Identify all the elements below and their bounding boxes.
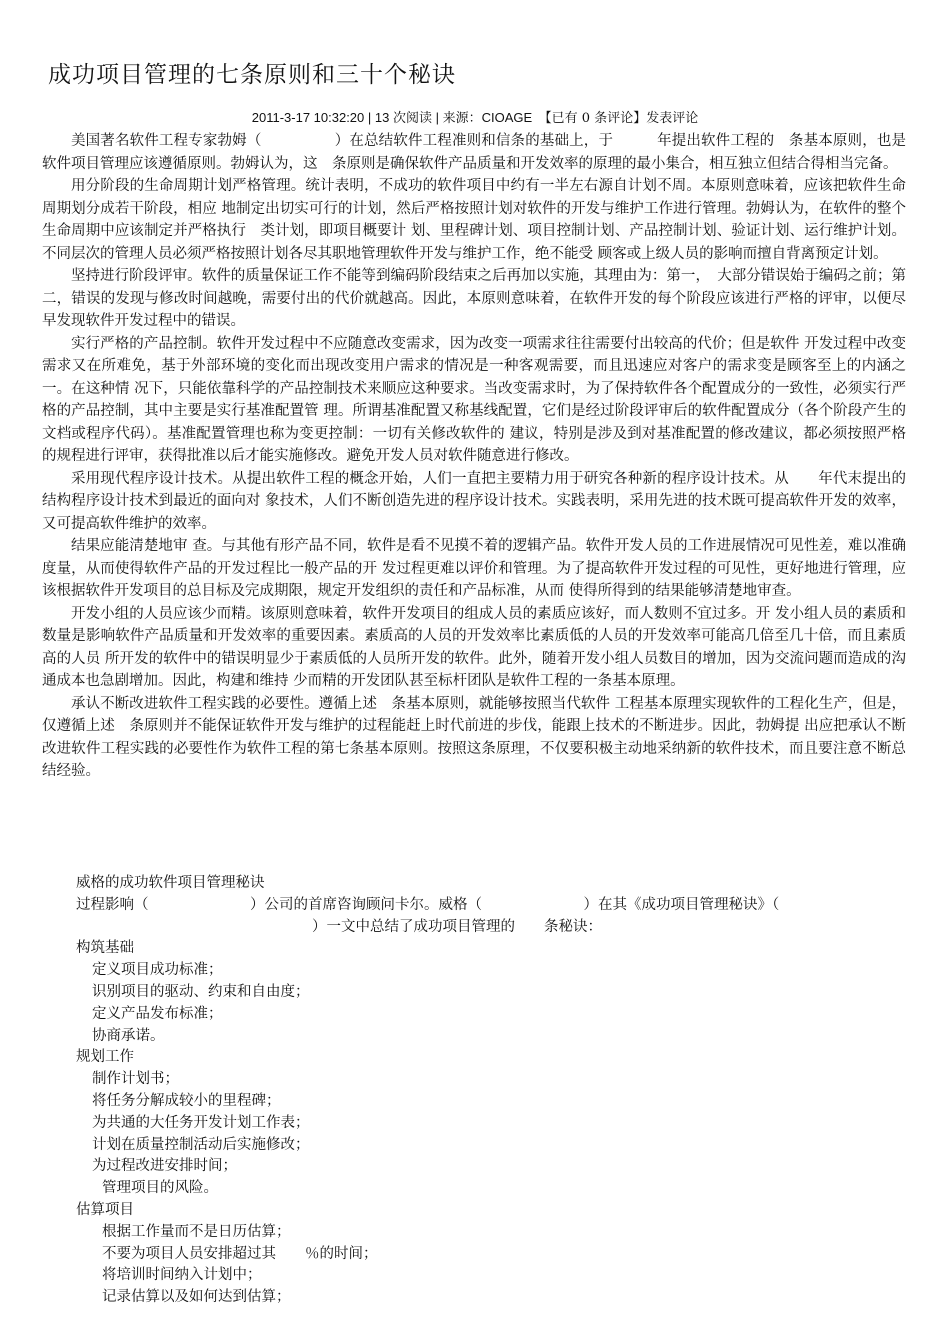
list-item: 不要为项目人员安排超过其 ％的时间； <box>102 1245 378 1262</box>
paragraph: 采用现代程序设计技术。从提出软件工程的概念开始，人们一直把主要精力用于研究各种新的程序设计技术。从 年代末提出的结构程序设计技术到最近的面向对 象技术，人们不断创造先进的程序设计技术。实践表明，采用先进的技术既可提高软件开发的效率，又可提高软件维护的效率。 <box>42 470 906 532</box>
list-item: 管理项目的风险。 <box>102 1180 218 1197</box>
intro-line: 过程影响（ ）公司的首席咨询顾问卡尔。威格（ ）在其《成功项目管理秘诀》（ <box>76 896 780 913</box>
section-heading: 威格的成功软件项目管理秘诀 <box>76 875 265 891</box>
intro-line: ）一文中总结了成功项目管理的 条秘诀： <box>312 918 602 935</box>
paragraph: 美国著名软件工程专家勃姆（ ）在总结软件工程准则和信条的基础上，于 年提出软件工程的 条基本原则，也是软件项目管理应该遵循原则。勃姆认为，这 条原则是确保软件产品质量和开发效率的原理的最小集合，相互独立但结合得相当完备。 <box>42 133 906 172</box>
paragraph: 结果应能清楚地审 查。与其他有形产品不同，软件是看不见摸不着的逻辑产品。软件开发人员的工作进展情况可见性差，难以准确度量，从而使得软件产品的开发过程比一般产品的开 发过程更难以评价和管理。为了提高软件开发过程的可见性，更好地进行管理，应该根据软件开发项目的总目标及完成期限，规定开发组织的责任和产品标准，从而 使得所得到的结果能够清楚地审查。 <box>42 538 906 599</box>
meta-separator: | <box>364 110 375 125</box>
paragraph: 开发小组的人员应该少而精。该原则意味着，软件开发项目的组成人员的素质应该好，而人数则不宜过多。开 发小组人员的素质和数量是影响软件产品质量和开发效率的重要因素。素质高的人员的开发效率比素质低的人员的开发效率可能高几倍至几十倍，而且素质高的人员 所开发的软件中的错误明显少于素质低的人员所开发的软件。此外，随着开发小组人员数目的增加，因为交流问题而造成的沟通成本也急剧增加。因此，构建和维持 少而精的开发团队甚至标杆团队是软件工程的一条基本原理。 <box>42 605 906 689</box>
list-item: 根据工作量而不是日历估算； <box>102 1223 291 1240</box>
group-title: 估算项目 <box>76 1201 134 1218</box>
list-item: 计划在质量控制活动后实施修改； <box>92 1136 310 1153</box>
article-body <box>42 130 906 783</box>
list-item: 制作计划书； <box>92 1071 179 1088</box>
list-item: 定义产品发布标准； <box>92 1005 223 1022</box>
source-label: 来源：CIOAGE <box>442 110 533 125</box>
post-comment-link[interactable]: 发表评论 <box>646 111 699 126</box>
comment-count-link[interactable]: 【已有 0 条评论】 <box>545 111 647 126</box>
list-item: 为过程改进安排时间； <box>92 1158 237 1175</box>
group-title: 规划工作 <box>76 1049 134 1066</box>
read-count: 13 次阅读 <box>374 110 432 125</box>
list-item: 将任务分解成较小的里程碑； <box>92 1092 281 1109</box>
publish-date: 2011-3-17 10:32:20 <box>251 110 365 125</box>
secrets-section <box>42 873 906 1309</box>
list-item: 定义项目成功标准； <box>92 962 223 979</box>
list-item: 将培训时间纳入计划中； <box>102 1267 262 1284</box>
paragraph: 坚持进行阶段评审。软件的质量保证工作不能等到编码阶段结束之后再加以实施，其理由为：第一， 大部分错误始于编码之前；第二，错误的发现与修改时间越晚，需要付出的代价就越高。因此，本原则意味着，在软件开发的每个阶段应该进行严格的评审，以便尽 早发现软件开发过程中的错误。 <box>42 268 906 329</box>
article-meta <box>0 107 950 126</box>
list-item: 识别项目的驱动、约束和自由度； <box>92 983 310 1000</box>
list-item: 协商承诺。 <box>92 1027 165 1044</box>
group-title: 构筑基础 <box>76 940 134 957</box>
list-item: 为共通的大任务开发计划工作表； <box>92 1114 310 1131</box>
paragraph: 实行严格的产品控制。软件开发过程中不应随意改变需求，因为改变一项需求往往需要付出较高的代价；但是软件 开发过程中改变需求又在所难免，基于外部环境的变化而出现改变用户需求的情况是一种客观需要，而且迅速应对客户的需求变是顾客至上的内涵之一。在这种情 况下，只能依靠科学的产品控制技术来顺应这种要求。当改变需求时，为了保持软件各个配置成分的一致性，必须实行严格的产品控制，其中主要是实行基准配置管 理。所谓基准配置又称基线配置，它们是经过阶段评审后的软件配置成分（各个阶段产生的文档或程序代码）。基准配置管理也称为变更控制：一切有关修改软件的 建议，特别是涉及到对基准配置的修改建议，都必须按照严格的规程进行评审，获得批准以后才能实施修改。避免开发人员对软件随意进行修改。 <box>42 335 906 464</box>
article-title: 成功项目管理的七条原则和三十个秘诀 <box>48 62 456 88</box>
paragraph: 承认不断改进软件工程实践的必要性。遵循上述 条基本原则，就能够按照当代软件 工程基本原理实现软件的工程化生产，但是，仅遵循上述 条原则并不能保证软件开发与维护的过程能赶上时代前进的步伐，能跟上技术的不断进步。因此，勃姆提 出应把承认不断改进软件工程实践的必要性作为软件工程的第七条基本原则。按照这条原理，不仅要积极主动地采纳新的软件技术，而且要注意不断总结经验。 <box>42 695 906 779</box>
list-item: 记录估算以及如何达到估算； <box>102 1289 291 1306</box>
meta-separator: | <box>431 110 443 125</box>
paragraph: 用分阶段的生命周期计划严格管理。统计表明，不成功的软件项目中约有一半左右源自计划不周。本原则意味着，应该把软件生命周期划分成若干阶段，相应 地制定出切实可行的计划，然后严格按照计划对软件的开发与维护工作进行管理。勃姆认为，在软件的整个生命周期中应该制定并严格执行 类计划，即项目概要计 划、里程碑计划、项目控制计划、产品控制计划、验证计划、运行维护计划。不同层次的管理人员必须严格按照计划各尽其职地管理软件开发与维护工作，绝不能受 顾客或上级人员的影响而擅自背离预定计划。 <box>42 178 906 262</box>
